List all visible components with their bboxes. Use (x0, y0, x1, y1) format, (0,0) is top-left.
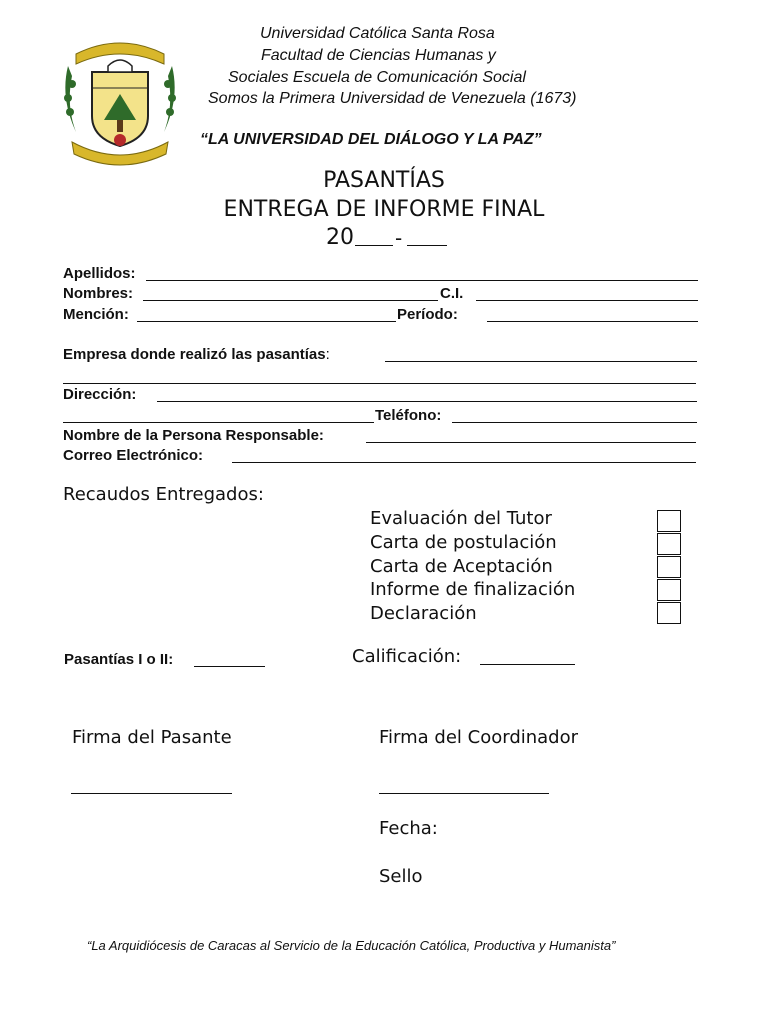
university-name: Universidad Católica Santa Rosa (260, 25, 495, 42)
checkbox-evaluacion[interactable] (657, 510, 681, 532)
empresa-field-line-2[interactable] (63, 383, 696, 384)
pasantias-label: Pasantías I o II: (64, 651, 174, 668)
recaudo-item-evaluacion: Evaluación del Tutor (370, 508, 552, 529)
year-separator: - (395, 226, 403, 250)
sello-label: Sello (379, 866, 423, 887)
correo-label: Correo Electrónico: (63, 447, 204, 464)
recaudo-item-finalizacion: Informe de finalización (370, 579, 576, 600)
periodo-field[interactable] (487, 321, 698, 322)
year-field-2[interactable] (407, 245, 447, 246)
direccion-field[interactable] (157, 401, 697, 402)
periodo-label: Período: (397, 306, 458, 323)
checkbox-postulacion[interactable] (657, 533, 681, 555)
direccion-field-line-2[interactable] (63, 422, 374, 423)
responsable-field[interactable] (366, 442, 696, 443)
recaudos-heading: Recaudos Entregados: (63, 484, 264, 505)
faculty-line-1: Facultad de Ciencias Humanas y (261, 47, 496, 64)
firma-pasante-field[interactable] (71, 793, 232, 794)
year-field-1[interactable] (355, 245, 393, 246)
firma-coordinador-label: Firma del Coordinador (379, 727, 579, 748)
pasantias-field[interactable] (194, 666, 265, 667)
university-slogan: Somos la Primera Universidad de Venezuela (1673) (208, 90, 577, 107)
correo-field[interactable] (232, 462, 696, 463)
recaudo-item-postulacion: Carta de postulación (370, 532, 557, 553)
mencion-label: Mención: (63, 306, 129, 323)
checkbox-declaracion[interactable] (657, 602, 681, 624)
university-motto: “LA UNIVERSIDAD DEL DIÁLOGO Y LA PAZ” (200, 131, 542, 148)
ci-field[interactable] (476, 300, 698, 301)
telefono-field[interactable] (452, 422, 697, 423)
footer-quote: “La Arquidiócesis de Caracas al Servicio de la Educación Católica, Productiva y Humanista” (87, 938, 616, 953)
direccion-label: Dirección: (63, 386, 137, 403)
responsable-label: Nombre de la Persona Responsable: (63, 427, 324, 444)
nombres-field[interactable] (143, 300, 438, 301)
mencion-field[interactable] (137, 321, 396, 322)
ci-label: C.I. (440, 285, 464, 302)
calificacion-field[interactable] (480, 664, 575, 665)
firma-coordinador-field[interactable] (379, 793, 549, 794)
empresa-field[interactable] (385, 361, 697, 362)
checkbox-aceptacion[interactable] (657, 556, 681, 578)
recaudo-item-declaracion: Declaración (370, 603, 477, 624)
apellidos-label: Apellidos: (63, 265, 136, 282)
university-crest-logo (58, 36, 182, 168)
apellidos-field[interactable] (146, 280, 698, 281)
page-subtitle: ENTREGA DE INFORME FINAL (223, 197, 545, 222)
nombres-label: Nombres: (63, 285, 134, 302)
calificacion-label: Calificación: (352, 646, 462, 667)
year-prefix: 20 (326, 225, 354, 250)
firma-pasante-label: Firma del Pasante (72, 727, 232, 748)
page-title: PASANTÍAS (323, 168, 445, 193)
faculty-line-2: Sociales Escuela de Comunicación Social (228, 69, 526, 86)
recaudo-item-aceptacion: Carta de Aceptación (370, 556, 553, 577)
fecha-label: Fecha: (379, 818, 438, 839)
telefono-label: Teléfono: (375, 407, 442, 424)
checkbox-finalizacion[interactable] (657, 579, 681, 601)
empresa-label: Empresa donde realizó las pasantías: (63, 346, 330, 363)
